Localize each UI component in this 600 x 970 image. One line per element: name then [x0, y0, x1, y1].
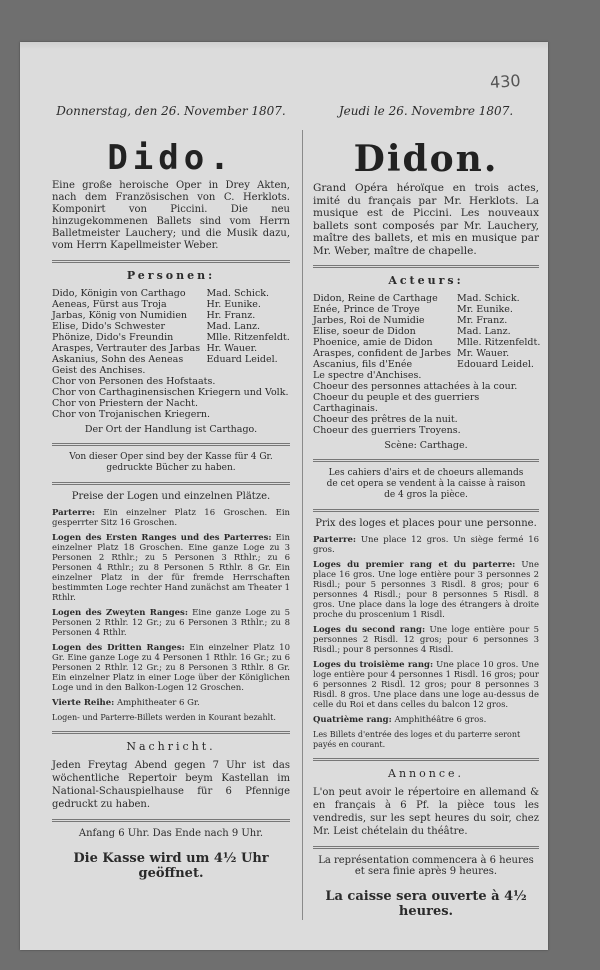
french-intro: Grand Opéra héroïque en trois actes, imité du français par Mr. Herklots. La musique est de Piccini. Les nouveaux ballets sont composés par Mr. Lauchery, maître des ballets, et mis en musique par Mr. Weber, maître de chapelle.: [313, 182, 539, 257]
german-intro: Eine große heroische Oper in Drey Akten, nach dem Französischen von C. Herklots. Komponirt von Piccini. Die neu hinzugekommenen Ballets sind vom Herrn Balletmeister Lauchery; und die Musik dazu, vom Herrn Kapellmeister Weber.: [52, 180, 290, 251]
extra-role: Chor von Carthaginensischen Kriegern und Volk.: [52, 387, 289, 398]
cast-role: Didon, Reine de Carthage: [313, 293, 438, 304]
price-text: Ein einzelner Platz 16 Groschen. Ein gesperrter Sitz 16 Groschen.: [52, 508, 291, 528]
rule: [52, 443, 290, 446]
rule: [313, 509, 539, 512]
cast-row: [313, 304, 540, 315]
cast-row: [313, 337, 540, 348]
french-notice-text: L'on peut avoir le répertoire en allemand & en français à 6 Pf. la pièce tous les vendredis, sur les sept heures du soir, chez Mr. Leist chételain du théâtre.: [313, 787, 539, 837]
cast-role: Phönize, Dido's Freundin: [52, 332, 174, 343]
price-entry: [313, 560, 539, 620]
cast-actor: Hr. Franz.: [206, 310, 256, 321]
cast-row: [52, 354, 290, 365]
price-entry: [52, 508, 290, 528]
rule: [52, 731, 290, 734]
price-text: Ein einzelner Platz 10 Gr. Eine ganze Loge zu 4 Personen 1 Rthlr. 16 Gr.; zu 6 Personen 2 Rthlr. 12 Gr.; zu 8 Personen 3 Rthlr. 8 Gr. Ein einzelner Platz in einer Loge über der Königlichen Loge und in den Balkon-Logen 12 Groschen.: [52, 643, 290, 693]
price-label: Loges du premier rang et du parterre:: [313, 560, 516, 570]
cast-actor: Mr. Eunike.: [457, 304, 513, 315]
german-booklet-note: Von dieser Oper sind bey der Kasse für 4 Gr. gedruckte Bücher zu haben.: [69, 452, 273, 473]
cast-row: [52, 299, 290, 310]
extra-role: Geist des Anchises.: [52, 365, 146, 376]
extra-role: Choeur des guerriers Troyens.: [313, 425, 461, 436]
extra-role: Chor von Personen des Hofstaats.: [52, 376, 216, 387]
cast-actor: Hr. Eunike.: [206, 299, 261, 310]
price-label: Logen des Zweyten Ranges:: [52, 608, 188, 618]
cast-role: Enée, Prince de Troye: [313, 304, 420, 315]
price-label: Loges du second rang:: [313, 625, 426, 635]
cast-actor: Edouard Leidel.: [457, 359, 534, 370]
price-label: Parterre:: [52, 508, 95, 518]
price-text: Amphitheater 6 Gr.: [116, 698, 200, 708]
cast-actor: Mad. Schick.: [457, 293, 520, 304]
price-entry: [313, 535, 539, 555]
cast-actor: Mr. Wauer.: [457, 348, 510, 359]
price-entry: [52, 608, 290, 638]
extra-role: Choeur des personnes attachées à la cour.: [313, 381, 518, 392]
rule: [313, 265, 539, 268]
price-label: Loges du troisième rang:: [313, 660, 434, 670]
rule: [52, 819, 290, 822]
cast-actor: Mad. Schick.: [206, 288, 270, 299]
cast-role: Elise, soeur de Didon: [313, 326, 416, 337]
french-column: [313, 104, 539, 919]
price-text: Amphithéâtre 6 gros.: [394, 715, 487, 725]
german-notice-text: Jeden Freytag Abend gegen 7 Uhr ist das wöchentliche Repertoir beym Kastellan im National-Schauspielhause für 6 Pfennige gedruckt zu haben.: [52, 760, 290, 810]
cast-role: Dido, Königin von Carthago: [52, 288, 186, 299]
price-label: Logen des Dritten Ranges:: [52, 643, 185, 653]
extra-role: Choeur du peuple et des guerriers Carthaginais.: [313, 392, 480, 414]
cast-row: [313, 359, 540, 370]
german-currency-note: Logen- und Parterre-Billets werden in Kourant bezahlt.: [52, 713, 276, 722]
german-start-time: Anfang 6 Uhr. Das Ende nach 9 Uhr.: [78, 828, 264, 839]
cast-actor: Mr. Franz.: [457, 315, 508, 326]
french-notice-heading: Annonce.: [388, 767, 464, 780]
price-text: Une place 12 gros. Un siège fermé 16 gros.: [313, 535, 540, 555]
cast-role: Askanius, Sohn des Aeneas: [52, 354, 184, 365]
price-text: Ein einzelner Platz 18 Groschen. Eine ganze Loge zu 3 Personen 2 Rthlr.; zu 5 Personen 3 Rthlr.; zu 6 Personen 4 Rthlr.; zu 8 Personen 5 Rthlr. 8 Gr. Ein einzelner Platz in der für fremde Herrschaften bestimmten Loge rechter Hand zunächst am Theater 1 Rthlr.: [52, 533, 290, 603]
cast-row: [52, 288, 290, 299]
german-notice-heading: Nachricht.: [126, 740, 216, 753]
price-entry: [52, 698, 290, 708]
price-label: Quatrième rang:: [313, 715, 392, 725]
cast-role: Jarbes, Roi de Numidie: [313, 315, 425, 326]
german-column: [52, 104, 290, 881]
cast-role: Araspes, Vertrauter des Jarbas: [52, 343, 201, 354]
rule: [52, 482, 290, 485]
paper-fold: [20, 42, 548, 50]
french-prices-heading: Prix des loges et places pour une personne.: [315, 518, 537, 529]
rule: [313, 758, 539, 761]
cast-row: [313, 326, 540, 337]
price-entry: [313, 625, 539, 655]
cast-row: [52, 343, 290, 354]
cast-row: [52, 332, 290, 343]
price-label: Parterre:: [313, 535, 356, 545]
french-cast-heading: Acteurs:: [388, 274, 464, 287]
cast-row: [52, 321, 290, 332]
price-text: Une loge entière pour 5 personnes 2 Risdl. 12 gros; pour 6 personnes 3 Risdl.; pour 8 personnes 4 Risdl.: [313, 625, 540, 655]
extra-role: Chor von Priestern der Nacht.: [52, 398, 198, 409]
german-prices-heading: Preise der Logen und einzelnen Plätze.: [71, 491, 271, 502]
price-label: Logen des Ersten Ranges und des Parterres:: [52, 533, 272, 543]
cast-role: Araspes, confident de Jarbes: [313, 348, 452, 359]
german-scene: Der Ort der Handlung ist Carthago.: [84, 424, 258, 435]
cast-actor: Mad. Lanz.: [457, 326, 511, 337]
cast-actor: Eduard Leidel.: [206, 354, 278, 365]
price-text: Une place 16 gros. Une loge entière pour 3 personnes 2 Risdl.; pour 5 personnes 3 Risdl. 8 gros; pour 6 personnes 4 Risdl.; pour 8 personnes 5 Risdl. 8 gros. Une place dans la loge des étrangers à droite proche du proscenium 1 Risdl.: [313, 560, 540, 620]
price-entry: [313, 660, 539, 710]
extra-role: Chor von Trojanischen Kriegern.: [52, 409, 211, 420]
extra-role: Choeur des prêtres de la nuit.: [313, 414, 458, 425]
french-box-office: La caisse sera ouverte à 4½ heures.: [325, 889, 527, 919]
french-currency-note: Les Billets d'entrée des loges et du parterre seront payés en courant.: [313, 730, 521, 749]
cast-row: [52, 310, 290, 321]
page-number: 430: [489, 70, 522, 93]
french-title: Didon.: [353, 138, 499, 180]
cast-row: [313, 348, 540, 359]
cast-row: [313, 293, 540, 304]
french-scene: Scène: Carthage.: [384, 440, 468, 451]
price-text: Une place 10 gros. Une loge entière pour 4 personnes 1 Risdl. 16 gros; pour 6 personnes 2 Risdl. 12 gros; pour 8 personnes 3 Risdl. 8 gros. Une place dans une loge au-dessus de celle du Roi et dans celles du balcon 12 gros.: [313, 660, 539, 710]
playbill-sheet: [20, 42, 548, 950]
cast-actor: Mlle. Ritzenfeldt.: [206, 332, 290, 343]
price-entry: [52, 533, 290, 603]
french-cast-table: [313, 293, 540, 370]
rule: [52, 260, 290, 263]
price-label: Vierte Reihe:: [52, 698, 115, 708]
cast-actor: Mlle. Ritzenfeldt.: [457, 337, 541, 348]
german-box-office: Die Kasse wird um 4½ Uhr geöffnet.: [73, 851, 269, 881]
price-entry: [52, 643, 290, 693]
cast-actor: Hr. Wauer.: [206, 343, 258, 354]
cast-role: Elise, Dido's Schwester: [52, 321, 166, 332]
cast-role: Aeneas, Fürst aus Troja: [52, 299, 167, 310]
rule: [313, 459, 539, 462]
column-divider: [302, 130, 303, 920]
german-title: Dido.: [107, 138, 235, 178]
rule: [313, 846, 539, 849]
price-entry: [313, 715, 539, 725]
german-date: Donnerstag, den 26. November 1807.: [56, 104, 286, 118]
cast-role: Jarbas, König von Numidien: [52, 310, 188, 321]
extra-role: Le spectre d'Anchises.: [313, 370, 422, 381]
german-cast-heading: Personen:: [126, 269, 216, 282]
french-start-time: La représentation commencera à 6 heures et sera finie après 9 heures.: [318, 855, 534, 877]
cast-row: [313, 315, 540, 326]
cast-role: Ascanius, fils d'Enée: [313, 359, 413, 370]
cast-actor: Mad. Lanz.: [206, 321, 261, 332]
french-date: Jeudi le 26. Novembre 1807.: [338, 104, 514, 118]
german-cast-table: [52, 288, 290, 365]
cast-role: Phoenice, amie de Didon: [313, 337, 433, 348]
french-booklet-note: Les cahiers d'airs et de choeurs allemands de cet opera se vendent à la caisse à raison de 4 gros la pièce.: [326, 468, 526, 500]
price-text: Eine ganze Loge zu 5 Personen 2 Rthlr. 12 Gr.; zu 6 Personen 3 Rthlr.; zu 8 Personen 4 Rthlr.: [52, 608, 291, 638]
